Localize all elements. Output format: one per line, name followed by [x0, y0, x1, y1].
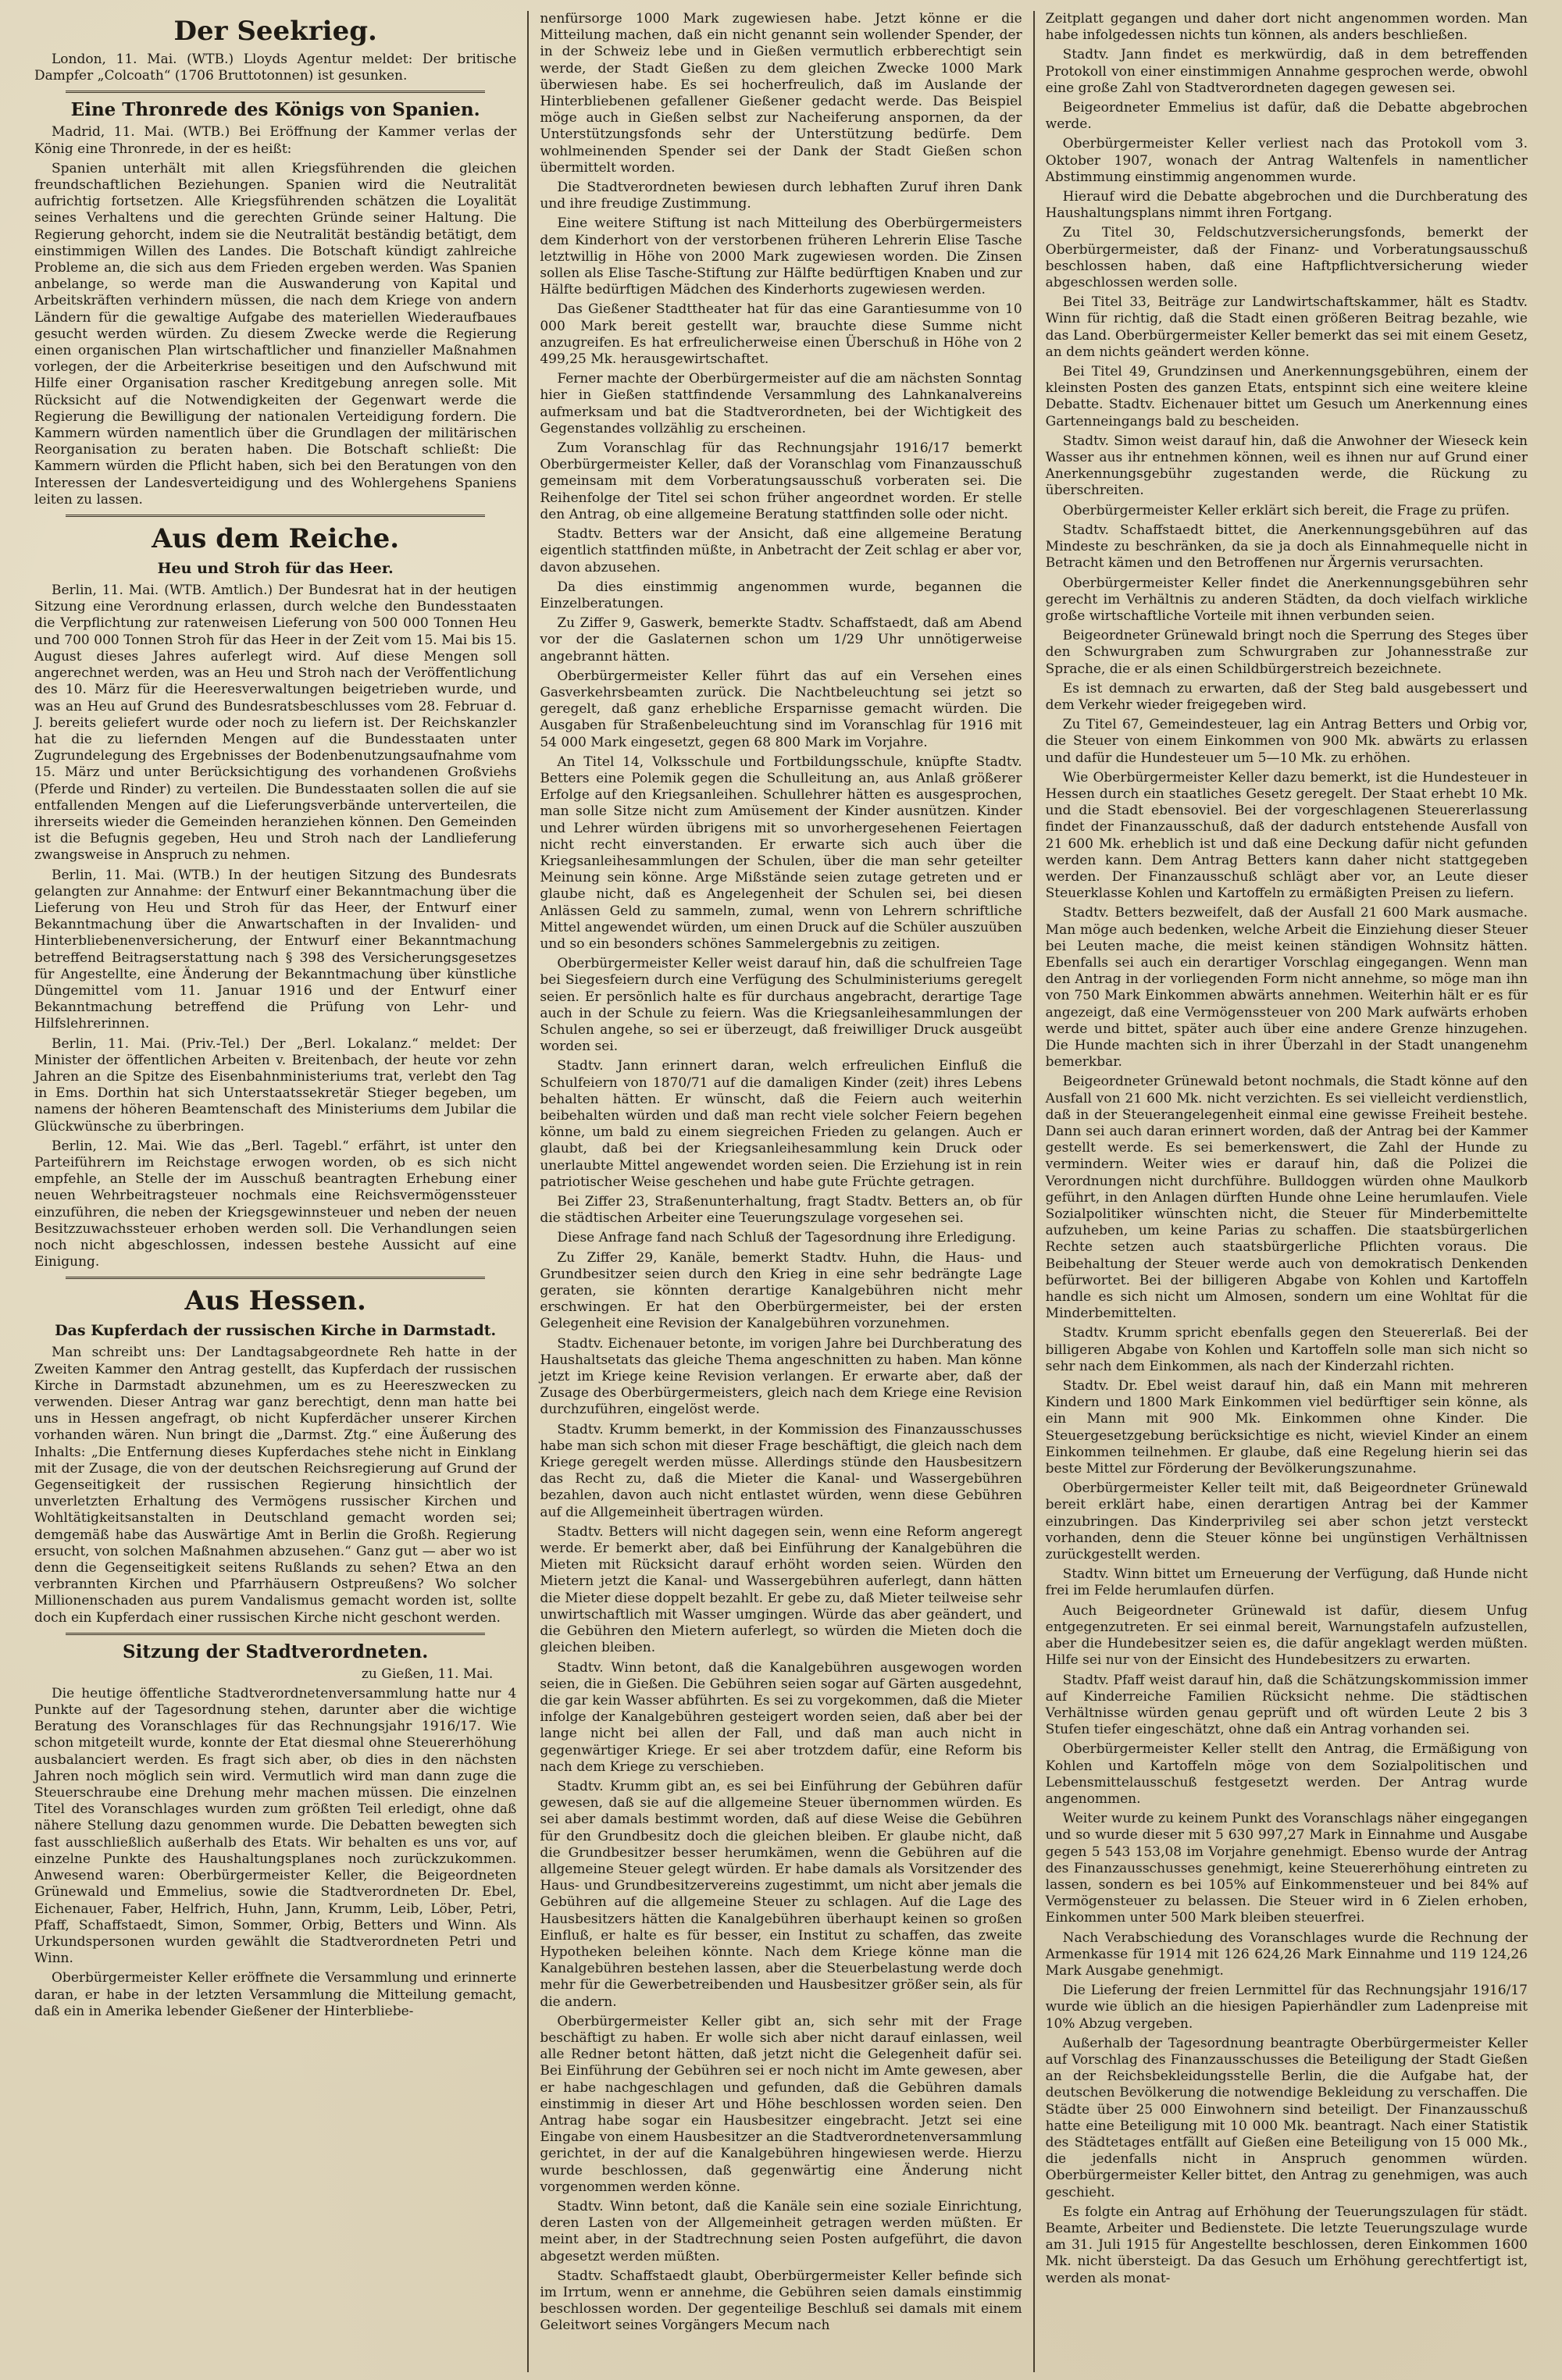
paragraph: Oberbürgermeister Keller gibt an, sich sehr mit der Frage beschäftigt zu haben. Er wolle sich aber nicht darauf einlassen, weil alle Redner betont hätten, daß jetzt nicht die Gelegenheit dafür sei. Bei Einführung der Gebühren sei er noch nicht im Amte gewesen, aber er habe nachgeschlagen und gefunden, daß die Gebühren damals einstimmig in dieser Art und Höhe beschlossen worden seien. Den Antrag habe sogar ein Hausbesitzer eingebracht. Jetzt sei eine Eingabe von einem Hausbesitzer an die Stadtverordnetenversammlung gerichtet, in der auf die Kanalgebühren hingewiesen werde. Hierzu wurde beschlossen, daß gegenwärtig eine Änderung nicht vorgenommen werden könne. — [540, 2013, 1022, 2195]
paragraph: Stadtv. Dr. Ebel weist darauf hin, daß ein Mann mit mehreren Kindern und 1800 Mark Einkommen viel bedürftiger sein könne, als ein Mann mit 900 Mk. Einkommen ohne Kinder. Die Steuergesetzgebung berücksichtige es nicht, wieviel Kinder an einem Einkommen teilnehmen. Er glaube, daß eine Regelung hierin sei das beste Mittel zur Förderung der Bevölkerungszunahme. — [1045, 1378, 1528, 1477]
divider — [66, 91, 485, 93]
column-1 — [23, 11, 529, 2372]
paragraph: Bei Titel 49, Grundzinsen und Anerkennungsgebühren, einem der kleinsten Posten des ganzen Etats, entspinnt sich eine weitere kleine Debatte. Stadtv. Eichenauer bittet um Gesuch um Anerkennung eines Gartenneingangs bald zu bescheiden. — [1045, 364, 1528, 429]
divider — [66, 1633, 485, 1635]
paragraph: Zeitplatt gegangen und daher dort nicht angenommen worden. Man habe infolgedessen nichts tun können, als anders beschließen. — [1045, 11, 1528, 44]
paragraph: Eine weitere Stiftung ist nach Mitteilung des Oberbürgermeisters dem Kinderhort von der verstorbenen früheren Lehrerin Elise Tasche letztwillig in Höhe von 2000 Mark zugewiesen worden. Die Zinsen sollen als Elise Tasche-Stiftung zur Hälfte bedürftigen Knaben und zur Hälfte bedürftigen Mädchen des Kinderhorts zugewiesen werden. — [540, 216, 1022, 298]
paragraph: London, 11. Mai. (WTB.) Lloyds Agentur meldet: Der britische Dampfer „Colcoath“ (1706 Bruttotonnen) ist gesunken. — [34, 52, 517, 84]
paragraph: Stadtv. Betters war der Ansicht, daß eine allgemeine Beratung eigentlich stattfinden müßte, in Anbetracht der Zeit schlag er aber vor, davon abzusehen. — [540, 526, 1022, 575]
paragraph: Stadtv. Schaffstaedt glaubt, Oberbürgermeister Keller befinde sich im Irrtum, wenn er annehme, die Gebühren seien damals einstimmig beschlossen worden. Der gegenteilige Beschluß sei damals mit einem Geleitwort seines Vorgängers Mecum nach — [540, 2268, 1022, 2334]
paragraph: Berlin, 11. Mai. (WTB.) In der heutigen Sitzung des Bundesrats gelangten zur Annahme: der Entwurf einer Bekanntmachung über die Lieferung von Heu und Stroh für das Heer, der Entwurf einer Bekanntmachung über die Anwartschaften in der Invaliden- und Hinterbliebenenversicherung, der Entwurf einer Bekanntmachung betreffend Beitragserstattung nach § 398 des Versicherungsgesetzes für Angestellte, eine Änderung der Bekanntmachung über künstliche Düngemittel vom 11. Januar 1916 und der Entwurf einer Bekanntmachung betreffend die Prüfung von Lehr- und Hilfslehrerinnen. — [34, 867, 517, 1032]
paragraph: Stadtv. Winn betont, daß die Kanalgebühren ausgewogen worden seien, die in Gießen. Die Gebühren seien sogar auf Gärten ausgedehnt, die gar kein Wasser abführten. Es sei zu vorgekommen, daß die Mieter infolge der Kanalgebühren gesteigert worden seien, daß aber bei der lange nicht bei allen der Fall, und daß man auch nicht in gegenwärtiger Kriege. Er sei aber trotzdem dafür, eine Reform bis nach dem Kriege zu verschieben. — [540, 1659, 1022, 1775]
paragraph: Stadtv. Betters bezweifelt, daß der Ausfall 21 600 Mark ausmache. Man möge auch bedenken, welche Arbeit die Einziehung dieser Steuer bei Leuten mache, die meist keinen ständigen Wohnsitz hätten. Ebenfalls sei auch ein derartiger Vorschlag eingegangen. Wenn man den Antrag in der vorliegenden Form nicht annehme, so möge man ihn von 750 Mark Einkommen abwärts annehmen. Weiterhin hält er es für angezeigt, daß eine Vermögenssteuer von 200 Mark aufwärts erhoben werde und bittet, später auch über eine andere Grenze hinzugehen. Die Hunde machten sich in ihrer Überzahl in der Stadt unangenehm bemerkbar. — [1045, 905, 1528, 1071]
paragraph: Oberbürgermeister Keller erklärt sich bereit, die Frage zu prüfen. — [1062, 502, 1510, 518]
paragraph: Oberbürgermeister Keller findet die Anerkennungsgebühren sehr gerecht im Verhältnis zu anderen Städten, da doch vielfach wirkliche große wirtschaftliche Vorteile mit ihnen verbunden seien. — [1045, 575, 1528, 624]
paragraph: Oberbürgermeister Keller weist darauf hin, daß die schulfreien Tage bei Siegesfeiern durch eine Verfügung des Schulministeriums geregelt seien. Er persönlich halte es für durchaus angebracht, derartige Tage auch in der Schule zu feiern. Was die Kriegsanleihesammlungen der Schulen angehe, so sei er überzeugt, daß freiwilliger Druck ausgeübt worden sei. — [540, 956, 1022, 1055]
paragraph: Beigeordneter Grünewald bringt noch die Sperrung des Steges über den Schwurgraben zum Schwurgraben zur Johannesstraße zur Sprache, die er als einen Schildbürgerstreich bezeichnete. — [1045, 628, 1528, 677]
section-heading-hessen: Aus Hessen. — [184, 1285, 366, 1317]
paragraph: Stadtv. Pfaff weist darauf hin, daß die Schätzungskommission immer auf Kinderreiche Familien Rücksicht nehme. Die städtischen Verhältnisse würden genau geprüft und oft würden Leute 2 bis 3 Stufen tiefer eingeschätzt, ohne daß ein Antrag vorhanden sei. — [1045, 1672, 1528, 1738]
section-heading-seekrieg: Der Seekrieg. — [173, 16, 377, 47]
divider — [66, 515, 485, 517]
paragraph: Stadtv. Krumm bemerkt, in der Kommission des Finanzausschusses habe man sich schon mit dieser Frage beschäftigt, die gleich nach dem Kriege geregelt werden müsse. Allerdings stünde den Hausbesitzern das Recht zu, daß die Mieter die Kanal- und Wassergebühren bezahlen, davon auch nicht entlastet würden, wenn diese Gebühren auf die Allgemeinheit übertragen würden. — [540, 1421, 1022, 1520]
paragraph: Zu Titel 67, Gemeindesteuer, lag ein Antrag Betters und Orbig vor, die Steuer von einem Einkommen von 900 Mk. abwärts zu erlassen und dafür die Hundesteuer um 5—10 Mk. zu erhöhen. — [1045, 717, 1528, 766]
paragraph: Stadtv. Krumm spricht ebenfalls gegen den Steuererlaß. Bei der billigeren Abgabe von Kohlen und Kartoffeln solle man sich nicht so sehr nach dem Einkommen, als nach der Kinderzahl richten. — [1045, 1325, 1528, 1374]
paragraph: Es folgte ein Antrag auf Erhöhung der Teuerungszulagen für städt. Beamte, Arbeiter und Bedienstete. Die letzte Teuerungszulage wurde am 31. Juli 1915 für Angestellte beschlossen, deren Einkommen 1600 Mk. nicht übersteigt. Da das Gesuch um Erhöhung gerechtfertigt ist, werden als monat- — [1045, 2204, 1528, 2286]
article-subtitle: Heu und Stroh für das Heer. — [157, 560, 394, 578]
paragraph: Diese Anfrage fand nach Schluß der Tagesordnung ihre Erledigung. — [557, 1230, 1016, 1246]
paragraph: Oberbürgermeister Keller teilt mit, daß Beigeordneter Grünewald bereit erklärt habe, einen derartigen Antrag bei der Kammer einzubringen. Das Kinderprivileg sei aber schon jetzt versteckt vorhanden, denn die Steuer könne bei ungünstigen Verhältnissen zurückgestellt werden. — [1045, 1480, 1528, 1563]
paragraph: Die Lieferung der freien Lernmittel für das Rechnungsjahr 1916/17 wurde wie üblich an die hiesigen Papierhändler zum Ladenpreise mit 10% Abzug vergeben. — [1045, 1983, 1528, 2032]
paragraph: Zu Titel 30, Feldschutzversicherungsfonds, bemerkt der Oberbürgermeister, daß der Finanz- und Vorberatungsausschuß beschlossen haben, daß eine Haftpflichtversicherung wieder abgeschlossen werden solle. — [1045, 225, 1528, 291]
paragraph: Beigeordneter Grünewald betont nochmals, die Stadt könne auf den Ausfall von 21 600 Mk. nicht verzichten. Es sei vielleicht verdienstlich, daß in der Steuerangelegenheit einmal eine gewisse Freiheit bestehe. Dann sei auch daran erinnert worden, daß der Antrag bei der Kammer gestellt werde. Es sei bemerkenswert, die Zahl der Hunde zu vermindern. Weiter wies er darauf hin, daß die Polizei die Verordnungen nicht durchführe. Bulldoggen würden ohne Maulkorb geführt, in den Anlagen dürften Hunde ohne Leine herumlaufen. Viele Sozialpolitiker wünschten nicht, die Steuer für Minderbemittelte aufzuheben, um keine Parias zu schaffen. Die staatsbürgerlichen Rechte setzen auch staatsbürgerliche Pflichten voraus. Die Beibehaltung der Steuer werde auch von demokratisch Denkenden befürwortet. Bei der billigeren Abgabe von Kohlen und Kartoffeln handle es sich nicht um Almosen, sondern um eine Wohltat für die Minderbemittelten. — [1045, 1074, 1528, 1322]
paragraph: Da dies einstimmig angenommen wurde, begannen die Einzelberatungen. — [540, 579, 1022, 611]
paragraph: Zu Ziffer 29, Kanäle, bemerkt Stadtv. Huhn, die Haus- und Grundbesitzer seien durch den Krieg in eine sehr bedrängte Lage geraten, sie könnten derartige Kanalgebühren nicht mehr erschwingen. Er hat den Oberbürgermeister, bei der ersten Gelegenheit eine Revision der Kanalgebühren vorzunehmen. — [540, 1249, 1022, 1332]
paragraph: Nach Verabschiedung des Voranschlages wurde die Rechnung der Armenkasse für 1914 mit 126 624,26 Mark Einnahme und 119 124,26 Mark Ausgabe genehmigt. — [1045, 1929, 1528, 1979]
paragraph: Ferner machte der Oberbürgermeister auf die am nächsten Sonntag hier in Gießen stattfindende Versammlung des Lahnkanalvereins aufmerksam und bat die Stadtverordneten, bei der Wichtigkeit des Gegenstandes vollzählig zu erscheinen. — [540, 371, 1022, 436]
paragraph: Stadtv. Eichenauer betonte, im vorigen Jahre bei Durchberatung des Haushaltsetats das gleiche Thema angeschnitten zu haben. Man könne jetzt im Kriege keine Revision verlangen. Er erwarte aber, daß der Zusage des Oberbürgermeisters, gleich nach dem Kriege eine Revision durchzuführen, eingelöst werde. — [540, 1335, 1022, 1418]
paragraph: Man schreibt uns: Der Landtagsabgeordnete Reh hatte in der Zweiten Kammer den Antrag gestellt, das Kupferdach der russischen Kirche in Darmstadt abzunehmen, um es zu Heereszwecken zu verwenden. Dieser Antrag war ganz berechtigt, denn man hatte bei uns in Hessen angefragt, ob nicht Kupferdächer unserer Kirchen vorhanden wären. Nun bringt die „Darmst. Ztg.“ eine Äußerung des Inhalts: „Die Entfernung dieses Kupferdaches stehe nicht in Einklang mit der Zusage, die von der deutschen Reichsregierung auf Grund der Gegenseitigkeit der russischen Regierung hinsichtlich der unverletzten Erhaltung des Vermögens russischer Kirchen und Wohltätigkeitsanstalten in Deutschland gemacht worden sei; demgemäß habe das Auswärtige Amt in Berlin die Großh. Regierung ersucht, von solchen Maßnahmen abzusehen.“ Ganz gut — aber wo ist denn die Gegenseitigkeit seitens Rußlands zu sehen? Etwa an den verbrannten Kirchen und Pfarrhäusern Ostpreußens? Wo solcher Millionenschaden aus purem Vandalismus gemacht worden ist, sollte doch ein Kupferdach einer russischen Kirche nicht geschont werden. — [34, 1345, 517, 1626]
paragraph: Stadtv. Schaffstaedt bittet, die Anerkennungsgebühren auf das Mindeste zu beschränken, da sie ja doch als Einnahmequelle nicht in Betracht kämen und den Betroffenen nur Ärgernis verursachten. — [1045, 522, 1528, 572]
paragraph: Es ist demnach zu erwarten, daß der Steg bald ausgebessert und dem Verkehr wieder freigegeben wird. — [1045, 680, 1528, 713]
paragraph: An Titel 14, Volksschule und Fortbildungsschule, knüpfte Stadtv. Betters eine Polemik gegen die Schulleitung an, aus Anlaß größerer Erfolge auf den Kriegsanleihen. Schullehrer hätten es ausgesprochen, man solle Sitze nicht zum Amüsement der Kinder ausnützen. Kinder und Lehrer würden übrigens mit so unvorhergesehenen Feiertagen nicht recht einverstanden. Er erwarte sich auch über die Kriegsanleihesammlungen der Schulen, über die man sehr geteilter Meinung sein könne. Arge Mißstände seien zutage getreten und er glaube nicht, daß es Angelegenheit der Schulen sei, bei diesen Anlässen Geld zu sammeln, zumal, wenn von Lehrern schriftliche Mittel angewendet würden, um einen Druck auf die Schüler auszuüben und so ein besonders schönes Sammelergebnis zu zeitigen. — [540, 754, 1022, 952]
paragraph: Stadtv. Simon weist darauf hin, daß die Anwohner der Wieseck kein Wasser aus ihr entnehmen können, weil es ihnen nur auf Grund einer Anerkennungsgebühr zugestanden werde, die Rückung zu überschreiten. — [1045, 433, 1528, 499]
paragraph: Madrid, 11. Mai. (WTB.) Bei Eröffnung der Kammer verlas der König eine Thronrede, in der es heißt: — [34, 124, 517, 157]
paragraph: Spanien unterhält mit allen Kriegsführenden die gleichen freundschaftlichen Beziehungen. Spanien wird die Neutralität aufrichtig fortsetzen. Alle Kriegsführenden schätzen die Loyalität seines Verhaltens und die gerechten Gründe seiner Haltung. Die Regierung gehorcht, indem sie die Neutralität beständig betätigt, dem einstimmigen Willen des Landes. Die Botschaft kündigt zahlreiche Probleme an, die sich aus dem Frieden ergeben werden. Was Spanien anbelange, so werde man die Auswanderung von Kapital und Arbeitskräften verhindern müssen, die nach dem Kriege von andern Ländern für die gewaltige Aufgabe des materiellen Wiederaufbaues gesucht werden würden. Zu diesem Zwecke werde die Regierung einen organischen Plan wirtschaftlicher und finanzieller Maßnahmen vorlegen, der die Arbeiterkrise beseitigen und den Aufschwund mit Hilfe einer Organisation rascher Kreditgebung anregen solle. Mit Rücksicht auf die Notwendigkeiten der Gegenwart werde die Regierung die Bewilligung der nationalen Verteidigung fordern. Die Kammern würden namentlich über die Grundlagen der militärischen Reorganisation zu beraten haben. Die Botschaft schließt: Die Kammern würden die Pflicht haben, sich bei den Beratungen von den Interessen der Landesverteidigung und des Wohlergehens Spaniens leiten zu lassen. — [34, 160, 517, 508]
paragraph: Stadtv. Betters will nicht dagegen sein, wenn eine Reform angeregt werde. Er bemerkt aber, daß bei Einführung der Kanalgebühren die Mieten mit Rücksicht darauf erhöht worden seien. Würden den Mietern jetzt die Kanal- und Wassergebühren auferlegt, dann hätten die Mieter diese doppelt bezahlt. Er gebe zu, daß Mieter teilweise sehr unwirtschaftlich mit Wasser umgingen. Würde das aber geändert, und die Gebühren den Mietern auferlegt, so würden die Mieten doch die gleichen bleiben. — [540, 1523, 1022, 1656]
paragraph: Außerhalb der Tagesordnung beantragte Oberbürgermeister Keller auf Vorschlag des Finanzausschusses die Beteiligung der Stadt Gießen an der Reichsbekleidungsstelle Berlin, die die Aufgabe hat, der deutschen Bevölkerung die notwendige Bekleidung zu verschaffen. Die Städte über 25 000 Einwohnern sind beteiligt. Der Finanzausschuß hatte eine Beteiligung mit 10 000 Mk. beantragt. Nach einer Statistik des Städtetages entfällt auf Gießen eine Beteiligung von 15 000 Mk., die jedenfalls nicht in Anspruch genommen würden. Oberbürgermeister Keller bittet, den Antrag zu genehmigen, was auch geschieht. — [1045, 2035, 1528, 2200]
paragraph: Weiter wurde zu keinem Punkt des Voranschlags näher eingegangen und so wurde dieser mit 5 630 997,27 Mark in Einnahme und Ausgabe gegen 5 543 153,08 im Vorjahre genehmigt. Ebenso wurde der Antrag des Finanzausschusses genehmigt, keine Steuererhöhung eintreten zu lassen, sondern es bei 105% auf Einkommensteuer und bei 84% auf Vermögensteuer zu belassen. Die Steuer wird in 6 Zielen erhoben, Einkommen unter 500 Mark bleiben steuerfrei. — [1045, 1811, 1528, 1926]
paragraph: Hierauf wird die Debatte abgebrochen und die Durchberatung des Haushaltungsplans nimmt ihren Fortgang. — [1045, 189, 1528, 222]
column-3 — [1035, 11, 1539, 2372]
article-title-spanien: Eine Thronrede des Königs von Spanien. — [70, 99, 480, 121]
paragraph: Berlin, 12. Mai. Wie das „Berl. Tagebl.“ erfährt, ist unter den Parteiführern im Reichstage erwogen worden, ob es sich nicht empfehle, an Stelle der im Ausschuß beantragten Erhebung einer neuen Wehrbeitragsteuer nochmals eine Reichsvermögenssteuer einzuführen, die neben der Kriegsgewinnsteuer und neben der neuen Besitzzuwachssteuer erhoben werden soll. Die Verhandlungen seien noch nicht abgeschlossen, indessen bestehe Aussicht auf eine Einigung. — [34, 1138, 517, 1270]
paragraph: Stadtv. Jann findet es merkwürdig, daß in dem betreffenden Protokoll von einer einstimmigen Annahme gesprochen werde, obwohl eine große Zahl von Stadtverordneten dagegen gewesen sei. — [1045, 47, 1528, 96]
paragraph: Stadtv. Krumm gibt an, es sei bei Einführung der Gebühren dafür gewesen, daß sie auf die allgemeine Steuer übernommen würden. Es sei aber damals bestimmt worden, daß auf diese Weise die Gebühren für den Grundbesitz doch die gleichen bleiben. Er glaube nicht, daß die Grundbesitzer besser herumkämen, wenn die Gebühren auf die allgemeine Steuer gelegt würden. Er habe damals als Vorsitzender des Haus- und Grundbesitzervereins zugestimmt, um nicht aber jemals die Gebühren auf die allgemeine Steuer zu schlagen. Auf die Lage des Hausbesitzers hätten die Kanalgebühren überhaupt keinen so großen Einfluß, er halte es für besser, ein Institut zu schaffen, das zweite Hypotheken beleihen könnte. Nach dem Kriege könne man die Kanalgebühren bestehen lassen, aber die Steuerbelastung werde doch mehr für die Gewerbetreibenden und Hausbesitzer größer sein, als für die andern. — [540, 1778, 1022, 2010]
paragraph: Oberbürgermeister Keller führt das auf ein Versehen eines Gasverkehrsbeamten zurück. Die Nachtbeleuchtung sei jetzt so geregelt, daß ganz erhebliche Ersparnisse gemacht würden. Die Ausgaben für Straßenbeleuchtung sind im Voranschlag für 1916 mit 54 000 Mark eingesetzt, gegen 68 800 Mark im Vorjahre. — [540, 668, 1022, 750]
paragraph: nenfürsorge 1000 Mark zugewiesen habe. Jetzt könne er die Mitteilung machen, daß ein nicht genannt sein wollender Spender, der in der Schweiz lebe und in Gießen vermutlich erbberechtigt sein werde, der Stadt Gießen zu dem gleichen Zwecke 1000 Mark überwiesen habe. Es sei hocherfreulich, daß im Auslande der Hinterbliebenen gefallener Gießener gedacht werde. Das Beispiel möge auch in Gießen selbst zur Nacheiferung anspornen, da der Unterstützungsfonds sehr der Unterstützung bedürfe. Dem wohlmeinenden Spender sei der Dank der Stadt Gießen schon übermittelt worden. — [540, 11, 1022, 176]
paragraph: Zu Ziffer 9, Gaswerk, bemerkte Stadtv. Schaffstaedt, daß am Abend vor der die Gaslaternen schon um 1/29 Uhr unnötigerweise angebrannt hätten. — [540, 615, 1022, 664]
paragraph: Das Gießener Stadttheater hat für das eine Garantiesumme von 10 000 Mark bereit gestellt war, brauchte diese Summe nicht anzugreifen. Es hat erfreulicherweise einen Überschuß in Höhe von 2 499,25 Mk. herausgewirtschaftet. — [540, 301, 1022, 368]
paragraph: Die heutige öffentliche Stadtverordnetenversammlung hatte nur 4 Punkte auf der Tagesordnung stehen, darunter aber die wichtige Beratung des Voranschlages für das Rechnungsjahr 1916/17. Wie schon mitgeteilt wurde, konnte der Etat diesmal ohne Steuererhöhung ausbalanciert werden. Es fragt sich aber, ob dies in den nächsten Jahren noch möglich sein wird. Vermutlich wird man dann zuge die Steuerschraube eine Drehung mehr machen müssen. Die einzelnen Titel des Voranschlages wurden zum größten Teil erledigt, ohne daß nähere Stellung dazu genommen wurde. Die Debatten bewegten sich fast ausschließlich außerhalb des Etats. Wir behalten es uns vor, auf einzelne Punkte des Haushaltungsplanes noch zurückzukommen. Anwesend waren: Oberbürgermeister Keller, die Beigeordneten Grünewald und Emmelius, sowie die Stadtverordneten Dr. Ebel, Eichenauer, Faber, Helfrich, Huhn, Jann, Krumm, Leib, Löber, Petri, Pfaff, Schaffstaedt, Simon, Sommer, Orbig, Betters und Winn. Als Urkundspersonen wurden gewählt die Stadtverordneten Petri und Winn. — [34, 1685, 517, 1967]
section-heading-reich: Aus dem Reiche. — [152, 523, 400, 555]
paragraph: Stadtv. Jann erinnert daran, welch erfreulichen Einfluß die Schulfeiern von 1870/71 auf die damaligen Kinder (zeit) ihres Lebens behalten hätten. Er wünscht, daß die Feiern auch weiterhin beibehalten würden und daß man recht viele solcher Feiern begehen könne, um bald zu einem siegreichen Frieden zu gelangen. Auch er glaubt, daß bei der Kriegsanleihesammlung kein Druck oder unerlaubte Mittel angewendet worden seien. Die Erziehung ist in rein patriotischer Weise geschehen und habe gute Früchte getragen. — [540, 1058, 1022, 1190]
article-subtitle: Das Kupferdach der russischen Kirche in Darmstadt. — [55, 1322, 497, 1340]
paragraph: Stadtv. Winn bittet um Erneuerung der Verfügung, daß Hunde nicht frei im Felde herumlaufen dürfen. — [1045, 1566, 1528, 1599]
paragraph: Zum Voranschlag für das Rechnungsjahr 1916/17 bemerkt Oberbürgermeister Keller, daß der Voranschlag vom Finanzausschuß gemeinsam mit dem Vorberatungsausschuß vorberaten sei. Die Reihenfolge der Titel sei schon früher angeordnet worden. Er stelle den Antrag, ob eine allgemeine Beratung stattfinden solle oder nicht. — [540, 440, 1022, 522]
paragraph: Beigeordneter Emmelius ist dafür, daß die Debatte abgebrochen werde. — [1045, 100, 1528, 133]
article-title-stadtverordnete: Sitzung der Stadtverordneten. — [123, 1641, 429, 1662]
divider — [66, 1277, 485, 1279]
paragraph: Bei Titel 33, Beiträge zur Landwirtschaftskammer, hält es Stadtv. Winn für richtig, daß die Stadt einen größeren Beitrag bezahle, wie das Land. Oberbürgermeister Keller bemerkt das sei mit einem Gesetz, an dem nichts geändert werden könne. — [1045, 294, 1528, 360]
paragraph: Berlin, 11. Mai. (Priv.-Tel.) Der „Berl. Lokalanz.“ meldet: Der Minister der öffentlichen Arbeiten v. Breitenbach, der heute vor zehn Jahren an die Spitze des Eisenbahnministeriums trat, verlebt den Tag in Ems. Dorthin hat sich Unterstaatssekretär Stieger begeben, um namens der höheren Beamtenschaft des Ministeriums dem Jubilar die Glückwünsche zu überbringen. — [34, 1035, 517, 1135]
dateline: zu Gießen, 11. Mai. — [361, 1666, 494, 1682]
paragraph: Oberbürgermeister Keller verliest nach das Protokoll vom 3. Oktober 1907, wonach der Antrag Waltenfels in namentlicher Abstimmung einstimmig angenommen wurde. — [1045, 136, 1528, 185]
paragraph: Die Stadtverordneten bewiesen durch lebhaften Zuruf ihren Dank und ihre freudige Zustimmung. — [540, 180, 1022, 212]
paragraph: Berlin, 11. Mai. (WTB. Amtlich.) Der Bundesrat hat in der heutigen Sitzung eine Verordnung erlassen, durch welche den Bundesstaaten die Verpflichtung zur ratenweisen Lieferung von 500 000 Tonnen Heu und 700 000 Tonnen Stroh für das Heer in der Zeit vom 15. Mai bis 15. August dieses Jahres auferlegt wird. Auf diese Mengen soll angerechnet werden, was an Heu und Stroh nach der Veröffentlichung des 10. März für die Heeresverwaltungen beigetrieben wurde, und was an Heu auf Grund des Bundesratsbeschlusses vom 28. Februar d. J. bereits geliefert wurde oder noch zu liefern ist. Der Reichskanzler hat die zu liefernden Mengen auf die Bundesstaaten unter Zugrundelegung des Ergebnisses der Bodenbenutzungsaufnahme vom 15. März und unter Berücksichtigung des vorhandenen Großviehs (Pferde und Rinder) zu verteilen. Die Bundesstaaten sollen die auf sie entfallenden Mengen auf die Lieferungsverbände unterverteilen, die ihrerseits wieder die Gemeinden heranziehen können. Den Gemeinden ist die Befugnis gegeben, Heu und Stroh nach der Landlieferung zwangsweise in Anspruch zu nehmen. — [34, 583, 517, 864]
paragraph: Bei Ziffer 23, Straßenunterhaltung, fragt Stadtv. Betters an, ob für die städtischen Arbeiter eine Teuerungszulage vorgesehen sei. — [540, 1194, 1022, 1227]
paragraph: Auch Beigeordneter Grünewald ist dafür, diesem Unfug entgegenzutreten. Er sei einmal bereit, Warnungstafeln aufzustellen, aber die Hundebesitzer seien es, die dafür angeklagt werden müßten. Hilfe sei nur von der Einsicht des Hundebesitzers zu erwarten. — [1045, 1602, 1528, 1669]
column-2 — [529, 11, 1034, 2372]
paragraph: Oberbürgermeister Keller stellt den Antrag, die Ermäßigung von Kohlen und Kartoffeln möge von dem Sozialpolitischen und Lebensmittelausschuß festgesetzt werden. Der Antrag wurde angenommen. — [1045, 1741, 1528, 1807]
paragraph: Oberbürgermeister Keller eröffnete die Versammlung und erinnerte daran, er habe in der letzten Versammlung die Mitteilung gemacht, daß ein in Amerika lebender Gießener der Hinterbliebe- — [34, 1970, 517, 2019]
paragraph: Stadtv. Winn betont, daß die Kanäle sein eine soziale Einrichtung, deren Lasten von der Allgemeinheit getragen werden müßten. Er meint aber, in der Stadtrechnung seien Posten aufgeführt, die davon abgesetzt werden müßten. — [540, 2199, 1022, 2264]
paragraph: Wie Oberbürgermeister Keller dazu bemerkt, ist die Hundesteuer in Hessen durch ein staatliches Gesetz geregelt. Der Staat erhebt 10 Mk. und die Stadt ebensoviel. Bei der vorgeschlagenen Steuererlassung findet der Finanzausschuß, daß der dadurch entstehende Ausfall von 21 600 Mk. erheblich ist und daß eine Deckung dafür nicht gefunden werden kann. Dem Antrag Betters kann daher nicht stattgegeben werden. Der Finanzausschuß schlägt aber vor, an Leute dieser Steuerklasse Kohlen und Kartoffeln zu ermäßigten Preisen zu liefern. — [1045, 769, 1528, 902]
